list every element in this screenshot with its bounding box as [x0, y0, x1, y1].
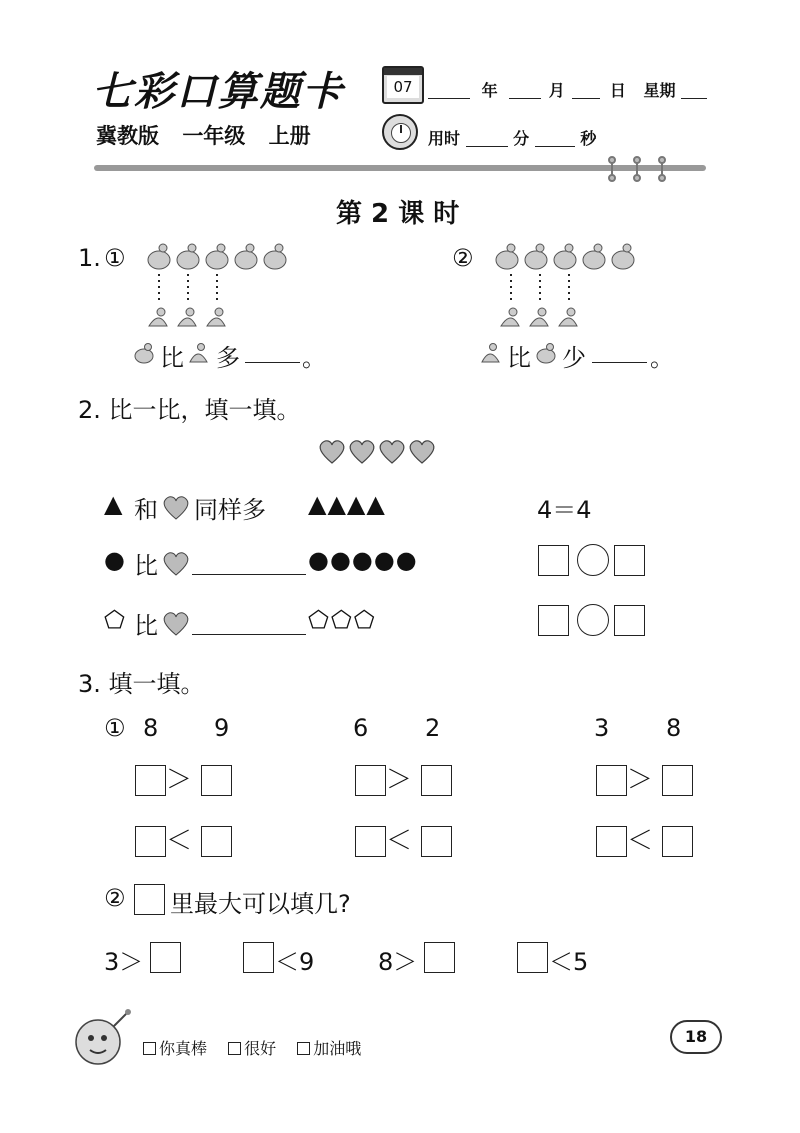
- q3-ex2-box[interactable]: [243, 942, 274, 973]
- q3-lt3-sign: ＜: [627, 826, 654, 856]
- weekday-label: 星期: [643, 81, 676, 100]
- q3-heading: 3. 填一填。: [78, 670, 205, 698]
- q1-part2-answer-blank[interactable]: [592, 362, 647, 363]
- hen-icon: [177, 244, 199, 269]
- q2-row3-shapes: ⬠⬠⬠: [308, 606, 377, 634]
- q3-pair1-a: 8: [143, 714, 159, 742]
- q3-ex1-box[interactable]: [150, 942, 181, 973]
- q3-gt2-box-left[interactable]: [355, 765, 386, 796]
- heart-icon: [320, 441, 344, 463]
- duck-icon: [149, 308, 167, 326]
- calendar-icon: [382, 66, 424, 104]
- q3-lt2-sign: ＜: [386, 826, 413, 856]
- volume: 上册: [268, 124, 311, 148]
- q2-row2-compare-circle[interactable]: [577, 544, 609, 576]
- q3-lt3-box-right[interactable]: [662, 826, 693, 857]
- rating2-label: 很好: [244, 1039, 277, 1058]
- q1-part1-answer-blank[interactable]: [245, 362, 300, 363]
- hen-icon: [554, 244, 576, 269]
- q1-part2-figure: [493, 240, 663, 340]
- duck-icon: [501, 308, 519, 326]
- q2-row1-equation: 4＝4: [537, 496, 592, 524]
- q3-lt2-box-right[interactable]: [421, 826, 452, 857]
- hen-icon: [264, 244, 286, 269]
- q2-row1-shape: ▲: [104, 490, 123, 518]
- q1-number: 1.: [78, 244, 101, 272]
- q3-part1-marker: ①: [104, 714, 126, 742]
- rating1-checkbox[interactable]: [143, 1042, 156, 1055]
- q2-row2-heart-icon: [162, 550, 190, 576]
- clock-icon: [382, 114, 418, 150]
- footer-rating: [143, 1036, 361, 1059]
- time-used-label: 用时: [428, 129, 461, 148]
- q2-row3-box-left[interactable]: [538, 605, 569, 636]
- heart-icon: [410, 441, 434, 463]
- calendar-day: 07: [387, 76, 419, 98]
- hen-icon: [612, 244, 634, 269]
- heart-icon: [380, 441, 404, 463]
- q3-gt2-box-right[interactable]: [421, 765, 452, 796]
- rating3-label: 加油哦: [313, 1039, 362, 1058]
- q1-part2-compare: 比: [507, 344, 531, 372]
- q1-part1-duck-icon: [188, 342, 210, 364]
- duck-icon: [530, 308, 548, 326]
- year-label: 年: [481, 81, 498, 100]
- hen-icon: [235, 244, 257, 269]
- divider-pins: [604, 156, 674, 182]
- q3-lt1-sign: ＜: [166, 826, 193, 856]
- q2-row2-text: 比: [134, 552, 158, 580]
- q2-row1-text: 和: [134, 496, 158, 524]
- cartoon-mascot-icon: [70, 1006, 134, 1068]
- logo-title: 七彩口算题卡: [92, 69, 344, 115]
- q3-pair1-b: 9: [214, 714, 230, 742]
- q3-gt1-box-left[interactable]: [135, 765, 166, 796]
- q2-row3-answer-blank[interactable]: [192, 634, 306, 635]
- page-number-badge: [670, 1020, 722, 1054]
- q2-row1-shapes: ▲▲▲▲: [308, 490, 386, 518]
- edition-label: [96, 120, 311, 150]
- heart-icon: [350, 441, 374, 463]
- duck-icon: [559, 308, 577, 326]
- q2-heading: 2. 比一比，填一填。: [78, 396, 301, 424]
- grade: 一年级: [182, 124, 246, 148]
- edition: 冀教版: [96, 124, 159, 148]
- q2-row2-shapes: ●●●●●: [308, 546, 418, 574]
- q3-gt2-sign: ＞: [386, 765, 413, 795]
- minute-label: 分: [513, 129, 530, 148]
- duck-icon: [207, 308, 225, 326]
- q3-gt1-box-right[interactable]: [201, 765, 232, 796]
- q3-pair2-b: 2: [425, 714, 441, 742]
- q2-row2-box-right[interactable]: [614, 545, 645, 576]
- rating2-checkbox[interactable]: [228, 1042, 241, 1055]
- q1-part2-end: 。: [650, 344, 674, 372]
- q3-gt3-box-right[interactable]: [662, 765, 693, 796]
- q3-part2-box-icon: [134, 884, 165, 915]
- date-line: [428, 78, 707, 101]
- q3-ex3-left: 8＞: [378, 948, 418, 976]
- q1-part2-marker: ②: [452, 244, 474, 272]
- q3-part2-marker: ②: [104, 884, 126, 912]
- q1-part1-result: 多: [216, 344, 240, 372]
- q1-part2-result: 少: [562, 344, 586, 372]
- q1-part1-hen-icon: [133, 342, 157, 364]
- q1-part1-compare: 比: [160, 344, 184, 372]
- lesson-title: 第 2 课 时: [336, 199, 460, 229]
- second-label: 秒: [580, 129, 597, 148]
- rating1-label: 你真棒: [159, 1039, 208, 1058]
- q1-part1-end: 。: [302, 344, 326, 372]
- month-label: 月: [548, 81, 565, 100]
- hen-icon: [206, 244, 228, 269]
- q1-part2-duck-icon: [480, 342, 502, 364]
- q2-row3-heart-icon: [162, 610, 190, 636]
- q3-pair3-a: 3: [594, 714, 610, 742]
- q1-part1-marker: ①: [104, 244, 126, 272]
- rating3-checkbox[interactable]: [297, 1042, 310, 1055]
- q2-row1-suffix: 同样多: [194, 496, 266, 524]
- q2-row3-text: 比: [134, 612, 158, 640]
- q2-row3-compare-circle[interactable]: [577, 604, 609, 636]
- q2-row2-box-left[interactable]: [538, 545, 569, 576]
- q3-gt3-sign: ＞: [627, 765, 654, 795]
- time-line: [428, 126, 596, 149]
- q3-pair3-b: 8: [666, 714, 682, 742]
- q3-pair2-a: 6: [353, 714, 369, 742]
- hen-icon: [496, 244, 518, 269]
- q3-ex2-right: ＜9: [275, 948, 315, 976]
- page-number: 18: [684, 1027, 708, 1046]
- q2-row3-shape: ⬠: [104, 606, 125, 634]
- q2-row2-answer-blank[interactable]: [192, 574, 306, 575]
- hen-icon: [525, 244, 547, 269]
- q2-hearts-row: [318, 438, 440, 466]
- q3-gt3-box-left[interactable]: [596, 765, 627, 796]
- q1-part1-figure: [145, 240, 315, 340]
- q3-part2-text: 里最大可以填几?: [170, 890, 351, 918]
- q3-lt2-box-left[interactable]: [355, 826, 386, 857]
- q3-ex4-right: ＜5: [549, 948, 589, 976]
- q3-lt1-box-right[interactable]: [201, 826, 232, 857]
- q3-gt1-sign: ＞: [166, 765, 193, 795]
- q3-lt3-box-left[interactable]: [596, 826, 627, 857]
- q2-row1-heart-icon: [162, 494, 190, 520]
- q2-row2-shape: ●: [104, 546, 125, 574]
- day-label: 日: [609, 81, 626, 100]
- q1-part2-hen-icon: [535, 342, 559, 364]
- q3-ex3-box[interactable]: [424, 942, 455, 973]
- q3-ex4-box[interactable]: [517, 942, 548, 973]
- q3-lt1-box-left[interactable]: [135, 826, 166, 857]
- duck-icon: [178, 308, 196, 326]
- q3-ex1-left: 3＞: [104, 948, 144, 976]
- hen-icon: [148, 244, 170, 269]
- q2-row3-box-right[interactable]: [614, 605, 645, 636]
- hen-icon: [583, 244, 605, 269]
